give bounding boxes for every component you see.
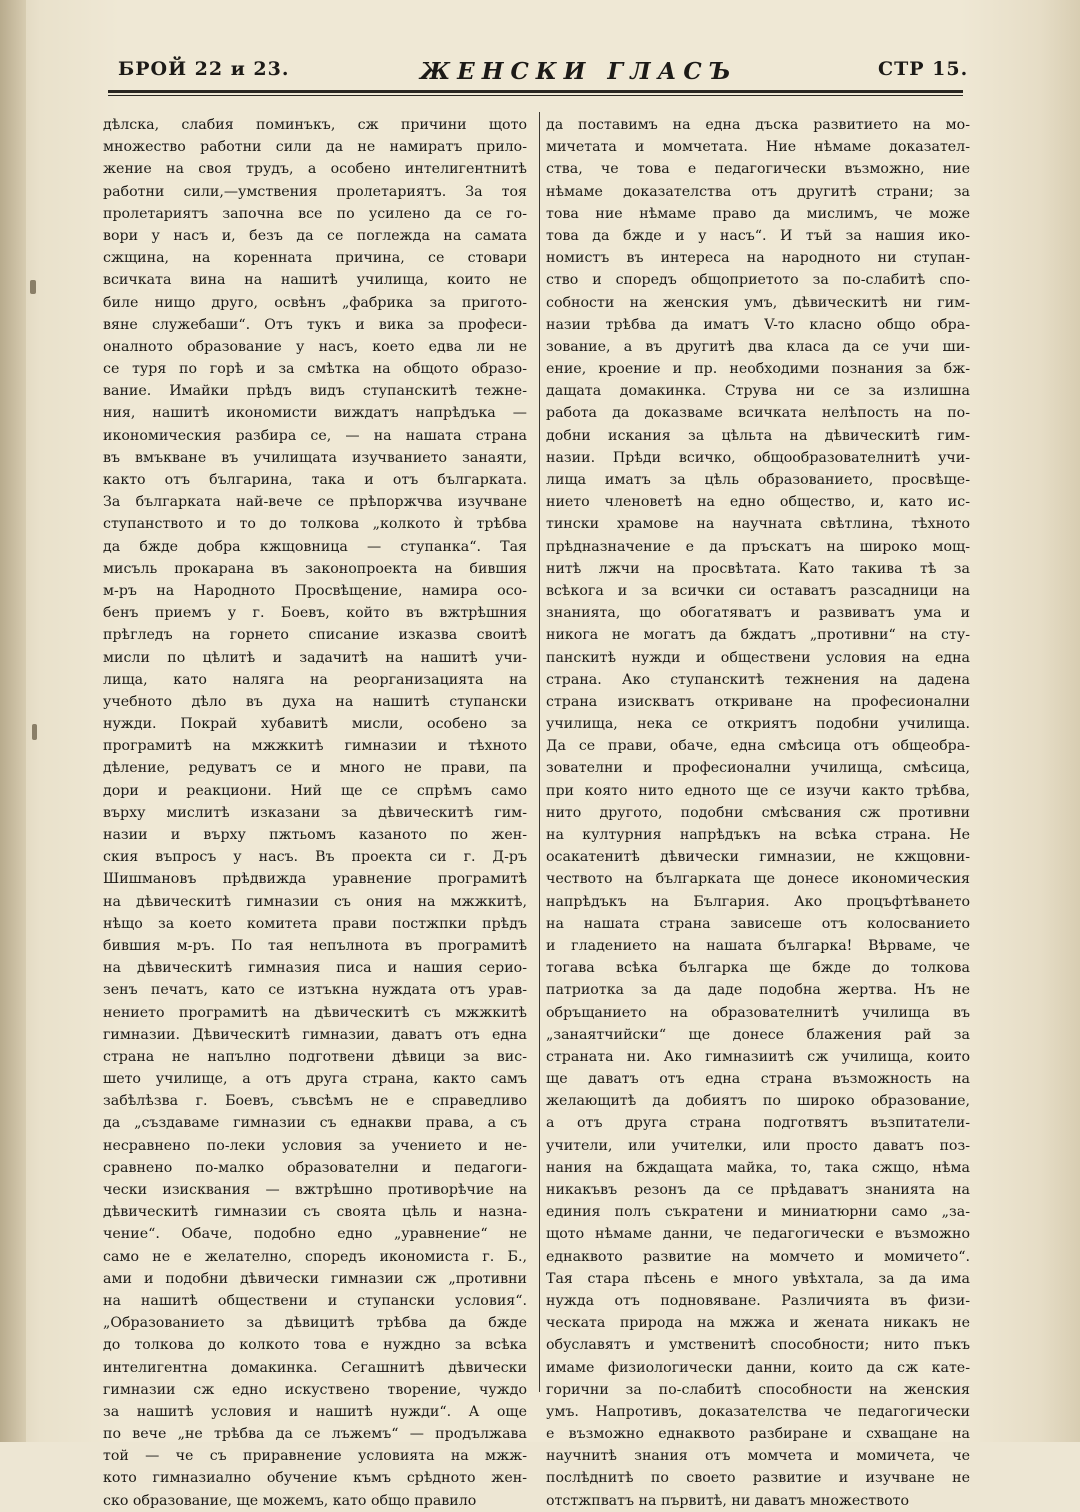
text-line: ение, кроение и пр. необходими познания за бж- <box>546 361 970 378</box>
text-line: осакатенитѣ дѣвически гимназии, не кжщовни- <box>546 849 970 866</box>
text-line: патриотка за да даде подобна жертва. Нъ не <box>546 982 970 999</box>
text-line: мисъль прокарана въ законопроекта на бившия <box>103 560 527 577</box>
text-line: жение на своя трудъ, а особено интелигентнитѣ <box>103 161 527 178</box>
text-line: несравнено по-леки условия за учението и не- <box>103 1137 527 1154</box>
text-line: ство и споредъ общоприетото за по-слабитѣ спо- <box>546 272 970 289</box>
text-line: напрѣдъкъ на България. Ако процъфтѣването <box>546 893 970 910</box>
text-line: обръщанието на образователнитѣ училища въ <box>546 1004 970 1021</box>
text-line: дѣвическитѣ гимназии съ своята цѣль и назна- <box>103 1204 527 1221</box>
text-line: икономическия разбира се, — на нашата страна <box>103 427 527 444</box>
text-line: дѣление, редуватъ се и много не прави, па <box>103 760 527 777</box>
margin-mark <box>30 280 36 294</box>
text-line: чение“. Обаче, подобно едно „уравнение“ не <box>103 1226 527 1243</box>
text-line: зователни и професионални училища, смѣсица, <box>546 760 970 777</box>
text-line: ско образование, ще можемъ, като общо правило <box>103 1492 477 1509</box>
issue-number: БРОЙ 22 и 23. <box>118 58 290 80</box>
text-line: нѣщо за което комитета прави постжпки прѣдъ <box>103 915 527 932</box>
text-line: на културния напрѣдъкъ на всѣка страна. Не <box>546 827 970 843</box>
text-line: за нашитѣ условия и нашитѣ нужди“. А още <box>103 1403 527 1420</box>
text-line: се туря по горѣ и за смѣтка на общото образо- <box>103 361 527 378</box>
text-line: умъ. Напротивъ, доказателства че педагогически <box>546 1403 970 1420</box>
text-line: това да бжде и у насъ“. И тъй за нашия ико- <box>546 227 970 244</box>
text-line: знанията, що обогатяватъ и развиватъ ума и <box>546 605 970 622</box>
text-line: прѣдназначение е да пръскатъ на широко мощ- <box>546 538 970 555</box>
text-line: обуславятъ и умственитѣ способности; нито пъкъ <box>546 1337 970 1354</box>
text-line: прѣгледъ на горнето списание изказва своитѣ <box>103 627 527 644</box>
text-line: ами и подобни дѣвически гимназии сж „противни <box>103 1270 527 1287</box>
text-line: отстжпватъ на първитѣ, ни даватъ множеството <box>546 1492 910 1509</box>
text-line: страната ни. Ако гимназиитѣ сж училища, които <box>546 1048 970 1065</box>
text-line: ския въпросъ у насъ. Въ проекта си г. Д-ръ <box>103 849 527 866</box>
text-line: вяне служебаши“. Отъ тукъ и вика за професи- <box>103 316 527 333</box>
column-divider <box>539 112 540 1392</box>
text-line: при която нито едното ще се изучи както трѣбва, <box>546 782 970 799</box>
text-line: назии и върху пжтьомъ казаното по жен- <box>103 827 527 843</box>
text-line: шето училище, а отъ друга страна, както самъ <box>103 1071 527 1088</box>
text-line: желающитѣ да добиятъ по широко образование, <box>546 1093 970 1110</box>
text-line: тински храмове на научната свѣтлина, тѣхното <box>546 516 970 533</box>
text-line: на дѣвическитѣ гимназия писа и нашия серио- <box>103 960 527 977</box>
text-line: „Образованието за дѣвицитѣ трѣбва да бжде <box>103 1315 527 1332</box>
text-line: м-ръ на Народното Просвѣщение, намира осо- <box>103 582 527 599</box>
text-line: нието членоветѣ на едно общество, и, като ис- <box>546 494 970 511</box>
text-line: само не е желателно, споредъ икономиста г. Б., <box>103 1248 527 1265</box>
text-line: нѣмаме доказателства отъ другитѣ страни; за <box>546 183 970 200</box>
right-column <box>546 114 970 1512</box>
text-line: ства, че това е педагогически възможно, ние <box>546 161 970 178</box>
text-line: както отъ българина, така и отъ българката. <box>103 472 527 488</box>
text-line: послѣднитѣ по своето развитие и изучване не <box>546 1470 970 1487</box>
text-line: нужди. Покрай хубавитѣ мисли, особено за <box>103 716 527 733</box>
text-line: нитѣ лжчи на просвѣтата. Като такива тѣ за <box>546 560 970 577</box>
text-line: нито другото, подобни смѣсвания сж противни <box>546 804 970 821</box>
text-line: работа да доказваме всичката нелѣпость на по- <box>546 405 970 422</box>
text-line: панскитѣ нужди и обществени условия на една <box>546 649 970 666</box>
text-line: интелигентна домакинка. Сегашнитѣ дѣвически <box>103 1359 527 1376</box>
text-line: мисли по цѣлитѣ и задачитѣ на нашитѣ учи- <box>103 649 527 666</box>
text-line: въ вмъкване въ училищата изучванието занаяти, <box>103 449 527 466</box>
text-line: единия полъ съкратени и миниатюрни само „за- <box>546 1204 970 1221</box>
text-line: на дѣвическитѣ гимназии съ ония на мжжкитѣ, <box>103 893 527 910</box>
text-line: имаме физиологически данни, които да сж кате- <box>546 1359 970 1376</box>
text-line: „занаятчийски“ ще донесе блажения рай за <box>546 1026 970 1043</box>
text-line: биле нищо друго, освѣнъ „фабрика за пригото- <box>103 294 527 311</box>
text-line: назии трѣбва да иматъ V-то класно общо обра- <box>546 316 970 333</box>
text-line: нания на бждащата майка, то, така сжщо, нѣма <box>546 1159 970 1176</box>
text-line: той — че съ приравнение условията на мжж- <box>103 1448 527 1465</box>
text-line: да поставимъ на една дъска развитието на мо- <box>546 117 970 133</box>
text-line: вание. Имайки прѣдъ видъ ступанскитѣ тежне- <box>103 383 527 400</box>
text-line: на нашата страна зависеше отъ колосванието <box>546 915 970 932</box>
text-line: научнитѣ знания отъ момчета и момичета, че <box>546 1448 970 1465</box>
text-line: да бжде добра кжщовница — ступанка“. Тая <box>103 538 527 555</box>
text-line: върху мислитѣ изказани за дѣвическитѣ гим- <box>103 804 527 821</box>
text-line: бенъ приемъ у г. Боевъ, който въ вжтрѣшния <box>103 605 527 622</box>
text-line: За българката най-вече се прѣпоржчва изучване <box>103 494 527 511</box>
text-line: сравнено по-малко образователни и педагоги- <box>103 1159 527 1176</box>
text-line: по вече „не трѣбва да се лъжемъ“ — продължава <box>103 1426 527 1443</box>
text-line: гимназии сж едно искуствено творение, чуждо <box>103 1381 527 1398</box>
text-line: сжщина, на коренната причина, се стовари <box>103 250 527 267</box>
text-line: вори у насъ и, безъ да се поглежда на самата <box>103 227 527 244</box>
text-line: Да се прави, обаче, една смѣсица отъ общеобра- <box>546 738 970 755</box>
text-line: дори и реакциони. Ний ще се спрѣмъ само <box>103 782 527 799</box>
text-line: горични за по-слабитѣ способности на женския <box>546 1381 970 1398</box>
text-line: нужда отъ подновяване. Различията въ физи- <box>546 1292 970 1309</box>
text-line: мичетата и момчетата. Ние нѣмаме доказател- <box>546 139 970 156</box>
text-line: страна. Ако ступанскитѣ тежнения на дадена <box>546 671 970 688</box>
text-line: зенъ печатъ, като се изтъкна нуждата отъ урав- <box>103 982 527 999</box>
text-line: гимназии. Дѣвическитѣ гимназии, даватъ отъ една <box>103 1026 527 1043</box>
text-line: дащата домакинка. Струва ни се за излишна <box>546 383 970 400</box>
text-line: учебното дѣло въ духа на нашитѣ ступански <box>103 693 527 710</box>
newspaper-title: ЖЕНСКИ ГЛАСЪ <box>420 58 738 85</box>
text-line: кото гимназиално обучение къмъ срѣдното жен- <box>103 1470 527 1487</box>
text-line: е възможно еднаквото разбиране и схващане на <box>546 1426 970 1443</box>
text-line: училища, нека се откриятъ подобни училища. <box>546 716 970 733</box>
text-line: да „създаваме гимназии съ еднакви права, а съ <box>103 1115 527 1132</box>
text-line: до толкова до колкото това е нуждно за всѣка <box>103 1337 527 1354</box>
header-rule-thin <box>108 95 963 96</box>
text-line: забѣлѣзва г. Боевъ, съвсѣмъ не е справедливо <box>103 1093 527 1110</box>
text-line: ступанството и то до толкова „колкото ѝ трѣбва <box>103 516 527 533</box>
text-line: на нашитѣ обществени и ступански условия“. <box>103 1292 527 1309</box>
text-line: бившия м-ръ. По тая непълнота въ програмитѣ <box>103 937 527 954</box>
page-number: СТР 15. <box>878 58 969 80</box>
text-line: учители, или учителки, или просто даватъ поз- <box>546 1137 970 1154</box>
text-line: работни сили,—умствения пролетариятъ. За тоя <box>103 183 527 200</box>
text-line: добни искания за цѣльта на дѣвическитѣ гим- <box>546 427 970 444</box>
header-rule <box>108 90 963 93</box>
text-line: оналното образование у насъ, което едва ли не <box>103 338 527 355</box>
text-line: ще даватъ отъ една страна възможность на <box>546 1071 970 1088</box>
text-line: всѣкога и за всички си оставатъ разсадници на <box>546 582 970 599</box>
text-line: ческата природа на мжжа и жената никакъ не <box>546 1315 970 1332</box>
text-line: страна изискватъ откриване на професионални <box>546 693 970 710</box>
text-line: пролетариятъ започна все по усилено да се го- <box>103 205 527 222</box>
text-line: всичката вина на нашитѣ училища, които не <box>103 272 527 289</box>
text-line: чески изисквания — вжтрѣшно противорѣчие на <box>103 1182 527 1198</box>
text-line: ния, нашитѣ икономисти виждатъ напрѣдъка — <box>103 405 527 422</box>
text-line: а отъ друга страна подготвятъ възпитатели- <box>546 1115 970 1132</box>
text-line: това ние нѣмаме право да мислимъ, че може <box>546 205 970 222</box>
text-line: собности на женския умъ, дѣвическитѣ ни гим- <box>546 294 970 311</box>
text-line: и гладението на нашата българка! Вѣрваме, че <box>546 937 970 954</box>
text-line: еднаквото развитие на момчето и момичето“. <box>546 1248 970 1265</box>
text-line: номистъ въ интереса на народното ни ступан- <box>546 250 970 267</box>
text-line: програмитѣ на мжжкитѣ гимназии и тѣхното <box>103 738 527 755</box>
text-line: назии. Прѣди всичко, общообразователнитѣ учи- <box>546 449 970 466</box>
text-line: Тая стара пѣсень е много увѣхтала, за да има <box>546 1270 970 1287</box>
text-line: тогава всѣка българка ще бжде до толкова <box>546 960 970 977</box>
text-line: дѣлска, слабия поминъкъ, сж причини щото <box>103 117 527 133</box>
text-line: щото нѣмаме данни, че педагогически е възможно <box>546 1226 970 1243</box>
text-line: лища, като налягa на реорганизацията на <box>103 671 527 688</box>
left-column <box>103 114 527 1512</box>
text-line: никога не могатъ да бждатъ „противни“ на сту- <box>546 627 970 644</box>
text-line: лища иматъ за цѣль образованието, просвѣще- <box>546 472 970 488</box>
text-line: чеството на българката ще донесе икономическия <box>546 871 970 888</box>
text-line: нението програмитѣ на дѣвическитѣ съ мжжкитѣ <box>103 1004 527 1021</box>
text-line: страна не напълно подготвени дѣвици за вис- <box>103 1048 527 1065</box>
margin-mark <box>32 724 37 740</box>
text-line: Шишмановъ прѣдвижда уравнение програмитѣ <box>103 871 527 888</box>
text-line: никакъвъ резонъ да се прѣдаватъ знанията на <box>546 1182 970 1198</box>
text-line: зование, а въ другитѣ два класа да се учи ши- <box>546 338 970 355</box>
text-line: множество работни сили да не намиратъ прило- <box>103 139 527 156</box>
page-binding-edge <box>0 0 26 1442</box>
